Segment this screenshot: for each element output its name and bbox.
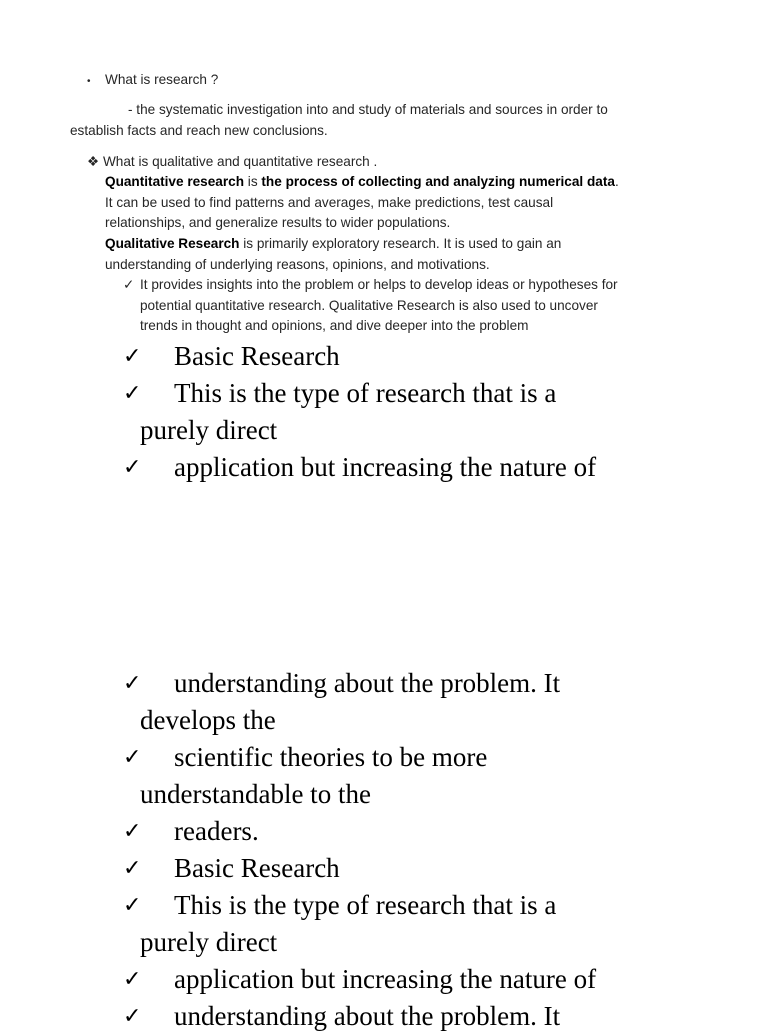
checklist-item [123,449,723,486]
checklist-item [123,739,723,813]
diamond-bullet-icon: ❖ [87,154,100,169]
checklist-item-text: scientific theories to be more [174,742,488,772]
qualitative-rest: is primarily exploratory research. It is used to gain an [239,236,562,251]
quantitative-connector: is [244,174,262,189]
quantitative-definition: the process of collecting and analyzing numerical data [261,174,615,189]
quantitative-line-3: relationships, and generalize results to wider populations. [105,215,451,230]
checklist-item-text: understanding about the problem. It [174,1001,561,1031]
question-2-text: What is qualitative and quantitative research . [102,154,378,169]
checklist-item [123,375,723,449]
checklist-item [123,813,723,850]
check-icon: ✓ [123,745,142,770]
check-icon: ✓ [123,856,142,881]
answer-line-1: - the systematic investigation into and study of materials and sources in order to [128,102,608,117]
checklist-item-continuation: develops the [140,705,276,735]
checklist-item-continuation: purely direct [140,927,278,957]
checklist-item-text: This is the type of research that is a [174,890,557,920]
insights-check-item [123,275,720,337]
checklist-item-continuation: purely direct [140,415,278,445]
quantitative-paragraph [105,172,725,234]
check-icon: ✓ [123,381,142,406]
checklist-item [123,998,723,1035]
qualitative-line-1 [105,234,725,255]
checklist-item-text: This is the type of research that is a [174,378,557,408]
question-what-is-research: What is research ? [105,72,219,87]
answer-research-definition [70,100,690,141]
checklist-item [123,887,723,961]
check-icon: ✓ [123,344,142,369]
checklist-item-text: application but increasing the nature of [174,964,597,994]
quantitative-line-2: It can be used to find patterns and averages, make predictions, test causal [105,194,554,210]
check-icon: ✓ [123,819,142,844]
quantitative-term: Quantitative research [105,174,245,189]
bullet-glyph: • [87,76,91,87]
checklist-item-text: application but increasing the nature of [174,452,597,482]
quantitative-period: . [614,174,619,189]
checklist-block-2 [123,665,723,1035]
check-icon: ✓ [123,455,142,480]
check-icon: ✓ [123,277,135,292]
checklist-item-text: understanding about the problem. It [174,668,561,698]
answer-line-2: establish facts and reach new conclusions. [70,122,328,138]
checklist-item [123,338,723,375]
insights-line-2: potential quantitative research. Qualitative Research is also used to uncover [140,297,598,313]
checklist-item-text: readers. [174,816,259,846]
check-icon: ✓ [123,671,142,696]
check-icon: ✓ [123,967,142,992]
checklist-item-text: Basic Research [174,341,340,371]
quantitative-line-1 [105,172,725,193]
checklist-block-1 [123,338,723,486]
checklist-item-continuation: understandable to the [140,779,371,809]
check-icon: ✓ [123,1004,142,1029]
checklist-item [123,850,723,887]
checklist-item-text: Basic Research [174,853,340,883]
qualitative-paragraph [105,234,725,275]
insights-line-3: trends in thought and opinions, and dive deeper into the problem [140,318,529,333]
checklist-item [123,665,723,739]
qualitative-term: Qualitative Research [105,236,240,251]
checklist-item [123,961,723,998]
qualitative-line-2: understanding of underlying reasons, opinions, and motivations. [105,256,490,272]
check-icon: ✓ [123,893,142,918]
insights-line-1: It provides insights into the problem or helps to develop ideas or hypotheses for [140,277,618,292]
question-qualitative-quantitative [87,152,377,173]
